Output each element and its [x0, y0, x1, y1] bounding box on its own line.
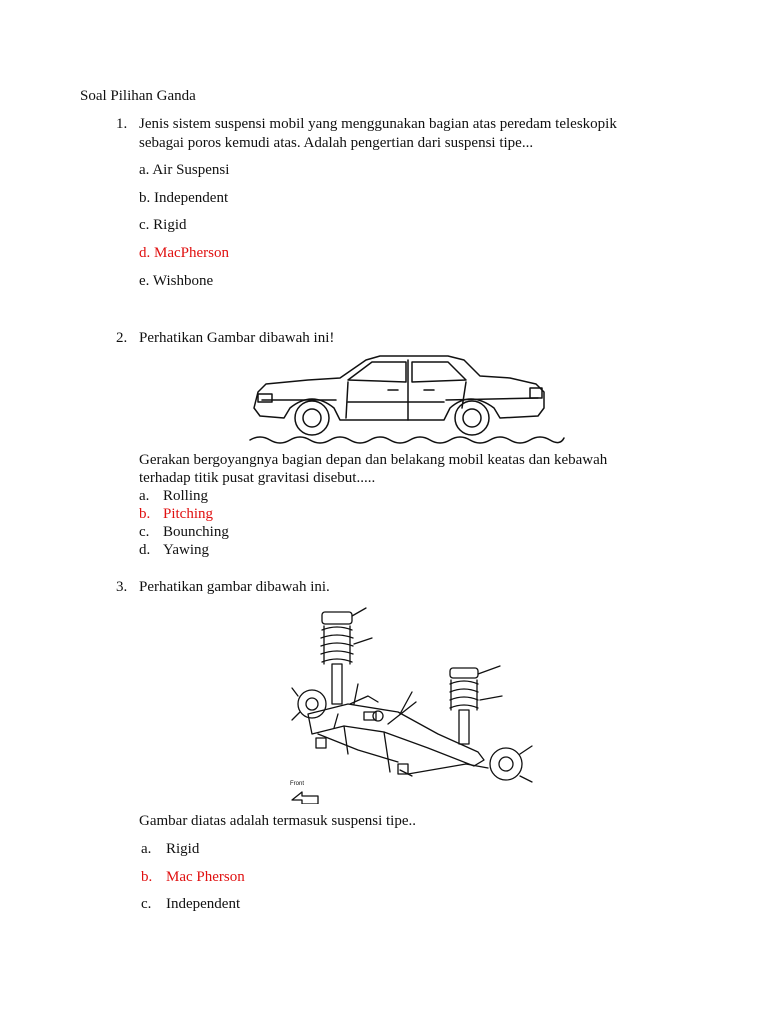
- question-1-option-b[interactable]: b. Independent: [139, 190, 229, 206]
- question-3-option-c[interactable]: Independent: [166, 896, 241, 912]
- question-2-subtext-line-1: Gerakan bergoyangnya bagian depan dan belakang mobil keatas dan kebawah: [139, 452, 608, 468]
- car-side-icon: [248, 350, 566, 446]
- question-2-subtext-line-2: terhadap titik pusat gravitasi disebut.....: [139, 470, 376, 486]
- question-3-subtext: Gambar diatas adalah termasuk suspensi tipe..: [139, 813, 417, 829]
- front-caption: Front: [290, 781, 305, 787]
- question-1-option-d-correct[interactable]: d. MacPherson: [139, 245, 229, 261]
- question-1-option-c[interactable]: c. Rigid: [139, 217, 187, 233]
- question-3-option-b-letter: b.: [141, 869, 153, 885]
- question-1-text-line-1: Jenis sistem suspensi mobil yang menggunakan bagian atas peredam teleskopik: [139, 116, 617, 132]
- question-2-option-c-letter: c.: [139, 524, 150, 540]
- question-2-option-d-letter: d.: [139, 542, 151, 558]
- question-2-text: Perhatikan Gambar dibawah ini!: [139, 330, 335, 346]
- question-1-option-e[interactable]: e. Wishbone: [139, 273, 214, 289]
- question-2-option-d[interactable]: Yawing: [163, 542, 209, 558]
- question-2-option-b-letter: b.: [139, 506, 151, 522]
- question-2-number: 2.: [116, 330, 128, 346]
- question-1-option-a[interactable]: a. Air Suspensi: [139, 162, 230, 178]
- question-3-text: Perhatikan gambar dibawah ini.: [139, 579, 330, 595]
- question-2-option-a-letter: a.: [139, 488, 150, 504]
- question-3-option-a-letter: a.: [141, 841, 152, 857]
- question-2-option-c[interactable]: Bounching: [163, 524, 229, 540]
- question-3-number: 3.: [116, 579, 128, 595]
- question-1-number: 1.: [116, 116, 128, 132]
- question-1-text-line-2: sebagai poros kemudi atas. Adalah pengertian dari suspensi tipe...: [139, 135, 534, 151]
- question-3-option-b-correct[interactable]: Mac Pherson: [166, 869, 245, 885]
- question-3-option-a[interactable]: Rigid: [166, 841, 200, 857]
- question-2-option-b-correct[interactable]: Pitching: [163, 506, 214, 522]
- page-title: Soal Pilihan Ganda: [80, 88, 196, 104]
- question-3-option-c-letter: c.: [141, 896, 152, 912]
- suspension-diagram-icon: [288, 604, 538, 804]
- question-2-option-a[interactable]: Rolling: [163, 488, 209, 504]
